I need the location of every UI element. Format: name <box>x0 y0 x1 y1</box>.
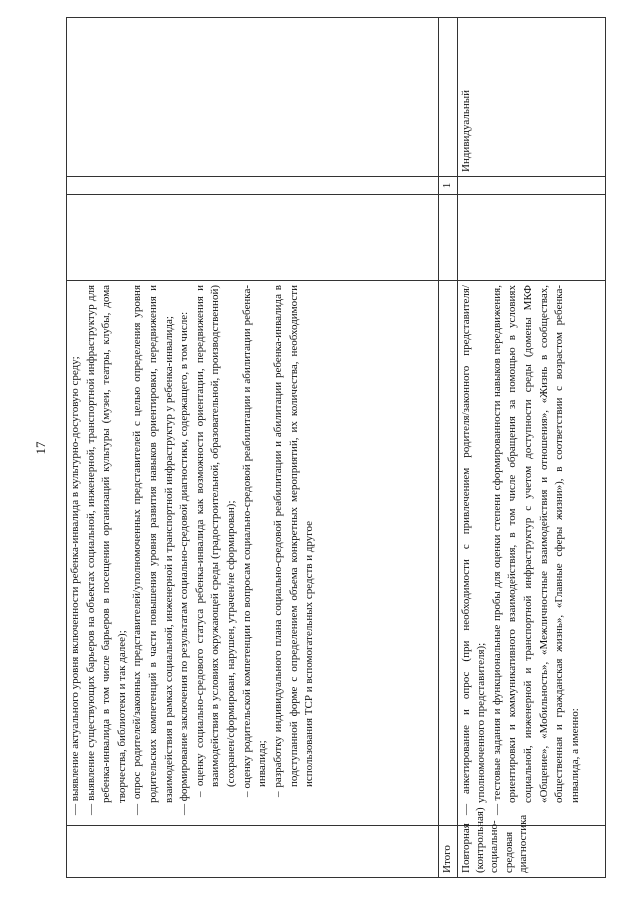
total-content <box>439 281 458 826</box>
total-col3 <box>439 195 458 281</box>
total-col5 <box>439 18 458 177</box>
row-cell-col5 <box>67 18 439 177</box>
list-item: — опрос родителей/законных представителей/уполномоченных представителей с целью определения уровня родительских компетенций в части повышения уровня развития навыков ориентировки, передвижения и взаимодействия в рамках социальной, инженерной и транспортной инфраструктур у ребенка-инвалида; <box>131 285 175 815</box>
list-item: — анкетирование и опрос (при необходимости с привлечением родителя/законного представителя/уполномоченного представителя); <box>459 285 488 815</box>
row-content <box>457 281 605 826</box>
row-cell-col4 <box>457 177 605 195</box>
table-row <box>457 18 605 878</box>
row-cell-col4 <box>67 177 439 195</box>
table-row-total <box>439 18 458 878</box>
rotated-document-sheet <box>32 18 607 878</box>
row-label <box>67 826 439 878</box>
list-item: — выявление актуального уровня включенности ребенка-инвалида в культурно-досуговую среду; <box>69 356 81 815</box>
sub-list-item: – оценку социально-средового статуса ребенка-инвалида как возможности ориентации, передвижения и взаимодействия в условиях окружающей среды (градостроительной, образовательной, производственной) (сохранен/сформирован, нарушен, утрачен/не сформирован); <box>193 285 238 797</box>
service-format: Индивидуальный <box>457 18 605 177</box>
table-row <box>67 18 439 878</box>
sub-list-item: – оценку родительской компетенции по вопросам социально-средовой реабилитации и абилитации ребенка-инвалида; <box>240 285 269 797</box>
row-content <box>67 281 439 826</box>
total-label: Итого <box>439 826 458 878</box>
list-item: — тестовые задания и функциональные пробы для оценки степени сформированности навыков передвижения, ориентировки и коммуникативного взаимодействия, в том числе обращения за помощью в условиях социальной, инженерной и транспортной инфраструктур с учетом доступности среды (домены МКФ «Общение», «Мобильность», «Межличностные взаимодействия и отношения», «Жизнь в сообществах, общественная и гражданская жизнь», «Главные сферы жизни»), в соответствии с возрастом ребенка-инвалида, а именно: <box>490 285 581 815</box>
list-item: — выявление существующих барьеров на объектах социальной, инженерной, транспортной инфраструктур для ребенка-инвалида в том числе барьеров в посещении организаций культуры (музеи, театры, клубы, дома творчества, библиотеки и так далее); <box>84 285 128 815</box>
list-item: — формирование заключения по результатам социально-средовой диагностики, содержащего, в том числе: <box>178 311 191 815</box>
rehabilitation-table <box>66 17 606 878</box>
total-count: 1 <box>439 177 458 195</box>
row-cell-col3 <box>457 195 605 281</box>
sub-list-item: – разработку индивидуального плана социально-средовой реабилитации и абилитации ребенка-инвалида в подступанной форме с определением объема конкретных мероприятий, их количества, необходимости использования ТСР и вспомогательных средств и другое <box>271 285 316 797</box>
row-cell-col3 <box>67 195 439 281</box>
row-label: Повторная (контрольная) социально-средовая диагностика <box>457 826 605 878</box>
page-number: 17 <box>33 441 48 455</box>
